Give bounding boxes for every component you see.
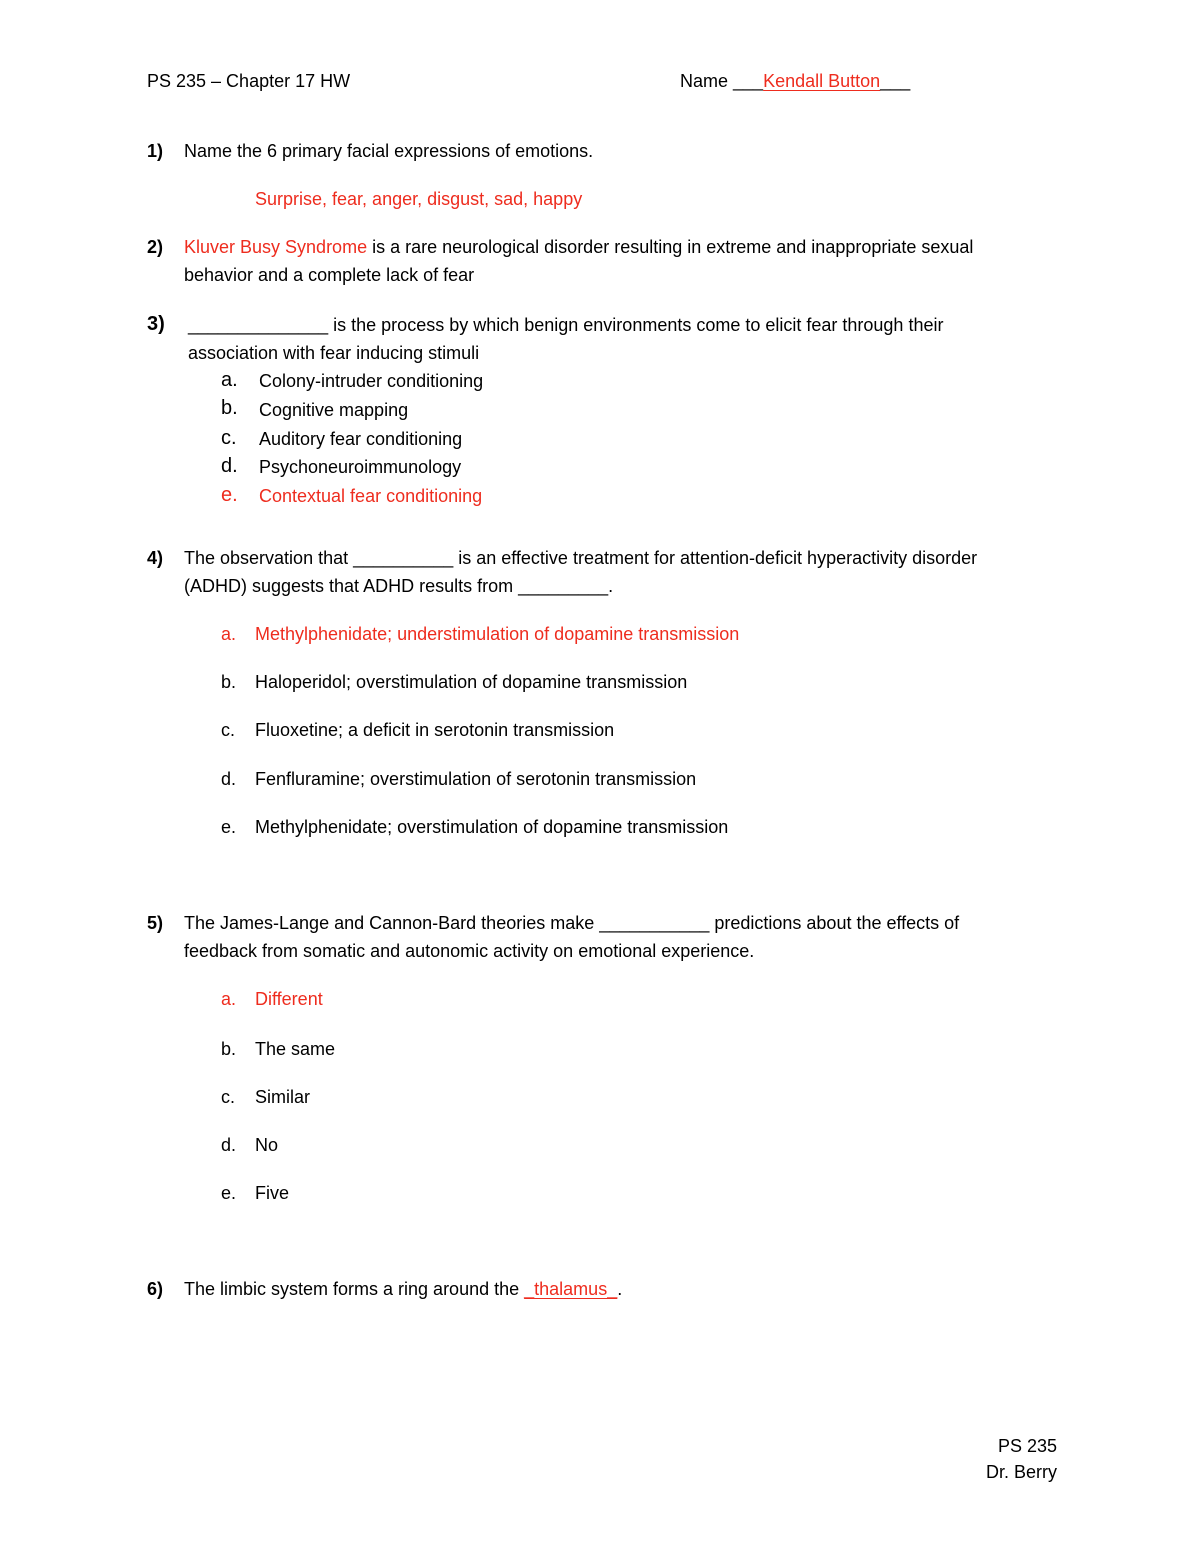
option-letter: e.: [221, 484, 238, 506]
option-text: Fluoxetine; a deficit in serotonin transmission: [255, 720, 615, 740]
option-text: Fenfluramine; overstimulation of serotonin transmission: [255, 769, 697, 789]
option-letter: d.: [221, 769, 237, 789]
option-letter: e.: [221, 1183, 237, 1203]
option-text: Auditory fear conditioning: [259, 429, 463, 449]
question-text-line-2: (ADHD) suggests that ADHD results from _________.: [184, 576, 614, 596]
option-text-correct: Different: [255, 989, 323, 1009]
course-title: PS 235 – Chapter 17 HW: [147, 71, 351, 91]
option-letter: c.: [221, 427, 237, 449]
question-number: 1): [147, 141, 164, 161]
name-label: Name: [680, 71, 729, 91]
option-letter: b.: [221, 397, 238, 419]
name-blank-pre: ___: [733, 71, 764, 91]
option-text: Psychoneuroimmunology: [259, 457, 462, 477]
question-text-line-2: behavior and a complete lack of fear: [184, 265, 475, 285]
question-text-line-1: The observation that __________ is an effective treatment for attention-deficit hyperactivity disorder: [184, 548, 978, 568]
option-letter: b.: [221, 1039, 237, 1059]
option-text: The same: [255, 1039, 336, 1059]
option-letter: c.: [221, 720, 236, 740]
footer-instructor: Dr. Berry: [985, 1462, 1057, 1482]
option-text: Five: [255, 1183, 290, 1203]
question-text-line-1: [184, 238, 973, 256]
option-text-correct: Contextual fear conditioning: [259, 486, 483, 506]
option-text: Methylphenidate; overstimulation of dopamine transmission: [255, 817, 729, 837]
question-text-line-1: ______________ is the process by which benign environments come to elicit fear through their: [188, 315, 944, 335]
question-text: is a rare neurological disorder resulting in extreme and inappropriate sexual: [367, 237, 974, 257]
option-text: Haloperidol; overstimulation of dopamine transmission: [255, 672, 688, 692]
option-letter: a.: [221, 624, 237, 644]
option-text: No: [255, 1135, 279, 1155]
option-text: Similar: [255, 1087, 311, 1107]
student-name: Kendall Button: [763, 71, 881, 91]
footer-course: PS 235: [997, 1436, 1057, 1456]
question-number: 5): [147, 913, 164, 933]
option-letter: e.: [221, 817, 237, 837]
answer-text: Kluver Busy Syndrome: [184, 237, 368, 257]
question-text-pre: The limbic system forms a ring around the: [184, 1279, 525, 1299]
question-text-line-2: association with fear inducing stimuli: [188, 343, 480, 363]
question-number: 4): [147, 548, 164, 568]
option-letter: a.: [221, 369, 238, 391]
option-letter: b.: [221, 672, 237, 692]
answer-text: Surprise, fear, anger, disgust, sad, happy: [255, 189, 583, 209]
question-number: 6): [147, 1279, 164, 1299]
option-letter: a.: [221, 989, 237, 1009]
name-field: [680, 72, 910, 90]
option-text: Cognitive mapping: [259, 400, 409, 420]
name-blank-post: ___: [880, 71, 911, 91]
option-letter: c.: [221, 1087, 236, 1107]
question-text: Name the 6 primary facial expressions of emotions.: [184, 141, 594, 161]
question-text-line-1: The James-Lange and Cannon-Bard theories make ___________ predictions about the effects of: [184, 913, 960, 933]
option-letter: d.: [221, 1135, 237, 1155]
option-letter: d.: [221, 455, 238, 477]
question-text-line-2: feedback from somatic and autonomic activity on emotional experience.: [184, 941, 755, 961]
question-number: 2): [147, 237, 164, 257]
question-number: 3): [147, 313, 165, 335]
option-text: Colony-intruder conditioning: [259, 371, 484, 391]
question-text: [184, 1280, 622, 1298]
question-text-post: .: [617, 1279, 623, 1299]
option-text-correct: Methylphenidate; understimulation of dopamine transmission: [255, 624, 740, 644]
answer-text: _thalamus_: [524, 1279, 618, 1299]
